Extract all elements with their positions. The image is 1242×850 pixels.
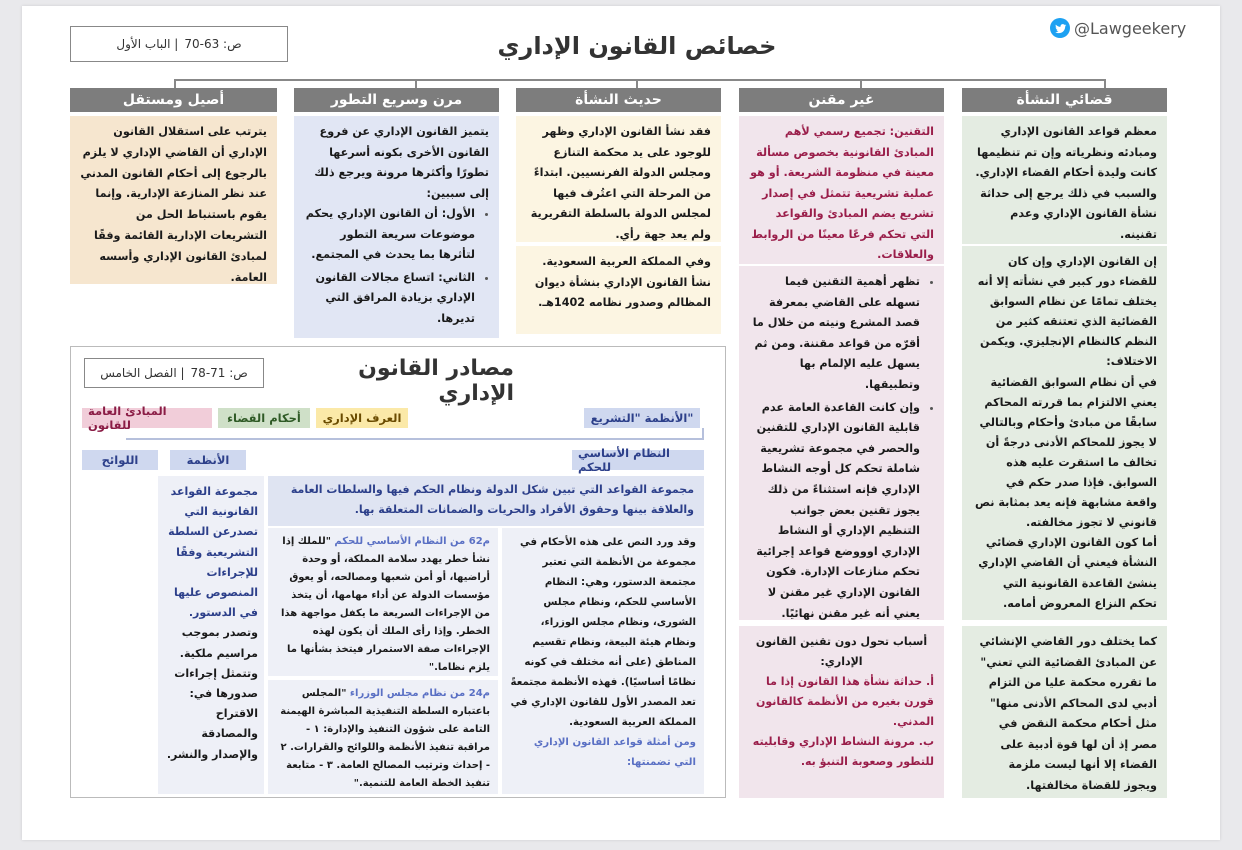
col-head-judicial-origin: قضائي النشأة	[962, 88, 1167, 112]
card-recent-origin-1: فقد نشأ القانون الإداري وظهر للوجود على يد محكمة التنازع ومجلس الدولة الفرنسيين. ابتداءً من المرحلة التي اعتُرف فيها لمجلس الدولة بالسلطة التقريرية ولم يعد جهة رأي.	[516, 116, 721, 242]
reason-a: أ. حداثة نشأة هذا القانون إذا ما قورن بغيره من الأنظمة كالقانون المدني.	[756, 675, 934, 728]
card-judicial-origin-1: معظم قواعد القانون الإداري ومبادئه ونظرياته وإن تم تنظيمها كانت وليدة أحكام القضاء الإداري. والسبب في ذلك يرجع إلى حداثة نشأة القانون الإداري وعدم تقنينه.	[962, 116, 1167, 244]
tag-judiciary: أحكام القضاء	[218, 408, 310, 428]
col-head-recent-origin: حديث النشأة	[516, 88, 721, 112]
flexible-bullet-2: • الثاني: اتساع مجالات القانون الإداري بزيادة المرافق التي تديرها.	[304, 268, 475, 330]
uncodified-bullet-1: • تظهر أهمية التقنين فيما تسهله على القاضي بمعرفة قصد المشرع ونيته من خلال ما أقرّه من قواعد مقننة. ومن ثم يسهل عليه الإلمام بها وتطبيقها.	[749, 272, 920, 396]
ref-pages: ص: 63-70	[184, 37, 242, 51]
sources-chapter-reference	[84, 358, 264, 388]
article-24-text: "المجلس باعتباره السلطة التنفيذية المباشرة الهيمنة التامة على شؤون التنفيذ والإدارة: ١ - مراقبة تنفيذ الأنظمة واللوائح والقرارات. ٢ - إحداث وترتيب المصالح العامة. ٣ - متابعة تنفيذ الخطة العامة للتنمية."	[280, 688, 490, 789]
page-title: خصائص القانون الإداري	[497, 32, 777, 60]
reason-b: ب. مرونة النشاط الإداري وقابليته للتطور وصعوبة التنبؤ به.	[752, 735, 934, 768]
card-judicial-origin-3: كما يختلف دور القاضي الإنشائي عن المبادئ القضائية التي تعني" ما تقرره محكمة عليا من التزام أدبي لدى المحاكم الأدنى منها" مثل أحكام محكمة النقض في مصر إذ أن لها قوة أدبية على القضاء إلا أنها ليست ملزمة ويجوز للقضاة مخالفتها.	[962, 626, 1167, 798]
regulations-def-text: مجموعة القواعد القانونية التي تصدرعن السلطة التشريعية وفقًا للإجراءات المنصوص عليها في الدستور.	[168, 485, 258, 620]
regulations-extra-text: وتصدر بموجب مراسيم ملكية. وتتمثل إجراءات صدورها في: الاقتراح والمصادقة والإصدار والنشر.	[166, 626, 258, 761]
flexible-intro: يتميز القانون الإداري عن فروع القانون الأخرى بكونه أسرعها تطورًا وأكثرها مرونة ويرجع ذلك إلى سببين:	[314, 125, 489, 200]
infographic-sheet	[22, 6, 1220, 840]
twitter-bird-icon	[1050, 18, 1070, 38]
article-24-head: م24 من نظام مجلس الوزراء	[349, 688, 490, 699]
article-62-box	[268, 528, 498, 676]
card-flexible	[294, 116, 499, 338]
flexible-bullet-1: • الأول: أن القانون الإداري يحكم موضوعات سريعة التطور لتأثرها بما يحدث في المجتمع.	[304, 204, 475, 266]
judicial-origin-p3: أما كون القانون الإداري قضائي النشأة فيعني أن القاضي الإداري ينشئ القاعدة القانونية التي تحكم النزاع المعروض أمامه.	[978, 536, 1157, 610]
card-judicial-origin-2	[962, 246, 1167, 620]
judicial-origin-p1: إن القانون الإداري وإن كان للقضاء دور كبير في نشأته إلا أنه يختلف تمامًا عن نظام السوابق القضائية الذي تعتنقه كثير من النظم كالنظام الإنجليزي. ويكمن الاختلاف:	[977, 255, 1157, 369]
chapter-reference	[70, 26, 288, 62]
subtag-regulations: الأنظمة	[170, 450, 246, 470]
card-uncodified-bullets	[739, 266, 944, 620]
sources-ref-chapter: | الفصل الخامس	[100, 366, 185, 380]
judicial-origin-p2: في أن نظام السوابق القضائية يعني الالتزام بما قررته المحاكم سابقًا من مبادئ وأحكام وبالتالي لا يجوز للمحاكم الأدنى درجةً أن تخالف ما استقرت عليه هذه السوابق. فإذا صدر حكم في واقعة مشابهة فإنه يعد بمثابة نص قانوني لا تجوز مخالفته.	[975, 375, 1157, 530]
article-62-text: "للملك إذا نشأ خطر يهدد سلامة المملكة، أو وحدة أراضيها، أو أمن شعبها ومصالحه، أو يعوق مؤسسات الدولة عن أداء مهامها، أن يتخذ من الإجراءات السريعة ما يكفل مواجهة هذا الخطر. وإذا رأى الملك أن يكون لهذه الإجراءات صفة الاستمرار فيتخذ بشأنها ما يلزم نظاما."	[281, 536, 490, 673]
tag-general-principles: المبادئ العامة للقانون	[82, 408, 212, 428]
handle-text: @Lawgeekery	[1074, 18, 1187, 38]
col-head-flexible: مرن وسريع التطور	[294, 88, 499, 112]
sources-ref-pages: ص: 71-78	[190, 366, 248, 380]
card-uncodified-definition: التقنين: تجميع رسمي لأهم المبادئ القانونية بخصوص مسألة معينة في منظومة الشريعة. أو هو عملية تشريعية تتمثل في إصدار تشريع يضم المبادئ والقواعد التي تحكم فرعًا معينًا من الروابط والعلاقات.	[739, 116, 944, 264]
card-independent: يترتب على استقلال القانون الإداري أن القاضي الإداري لا يلزم بالرجوع إلى أحكام القانون المدني عند نظر المنازعة الإدارية. وإنما يقوم باستنباط الحل من التشريعات الإدارية القائمة وفقًا لمبادئ القانون الإداري وأسسه العامة.	[70, 116, 277, 284]
tag-legislation: الأنظمة "التشريع"	[584, 408, 700, 428]
reasons-title: أسباب تحول دون تقنين القانون الإداري:	[755, 635, 928, 668]
basic-law-definition: مجموعة القواعد التي تبين شكل الدولة ونظام الحكم فيها والسلطات العامة والعلاقة بينها وحقوق الأفراد والحريات والضمانات المتعلقة بها.	[268, 476, 704, 526]
sources-title: مصادر القانون الإداري	[358, 356, 514, 406]
basic-law-constitution-note	[502, 528, 704, 794]
connector-horizontal	[174, 79, 1106, 81]
sub-connector-horizontal	[126, 438, 704, 440]
article-62-head: م62 من النظام الأساسي للحكم	[334, 536, 490, 547]
ref-chapter: | الباب الأول	[116, 37, 179, 51]
uncodified-bullet-2: • وإن كانت القاعدة العامة عدم قابلية القانون الإداري للتقنين والحصر في مجموعة تشريعية شاملة تحكم كل أوجه النشاط الإداري فإنه استثناءً من ذلك يجوز تقنين بعض جوانب التنظيم الإداري أو النشاط الإداري اوووضع قواعد إجرائية تحكم منازعات الإدارة. فكون القانون الإداري غير مقنن لا يعني أنه غير مقنن نهائيًا.	[749, 398, 920, 625]
col-head-independent: أصيل ومستقل	[70, 88, 277, 112]
article-24-box	[268, 680, 498, 794]
card-uncodified-reasons	[739, 626, 944, 798]
subtag-bylaws: اللوائح	[82, 450, 158, 470]
col-head-uncodified: غير مقنن	[739, 88, 944, 112]
twitter-handle[interactable]	[1050, 18, 1186, 38]
constitution-text: وقد ورد النص على هذه الأحكام في مجموعة من الأنظمة التي تعتبر مجتمعة الدستور، وهي: النظام الأساسي للحكم، ونظام مجلس الشورى، ونظام مجلس الوزراء، ونظام هيئة البيعة، ونظام تقسيم المناطق (على أنه مختلف في كونه نظامًا أساسيًا). فهذه الأنظمة مجتمعةً تعد المصدر الأول للقانون الإداري في المملكة العربية السعودية.	[510, 537, 696, 728]
regulations-definition	[158, 476, 264, 794]
card-recent-origin-2: وفي المملكة العربية السعودية. نشأ القانون الإداري بنشأة ديوان المظالم وصدور نظامه 1402هـ.	[516, 246, 721, 334]
constitution-examples-note: ومن أمثلة قواعد القانون الإداري التي تضمنتها:	[533, 737, 696, 768]
sub-connector-v1	[702, 428, 704, 440]
subtag-basic-law: النظام الأساسي للحكم	[572, 450, 704, 470]
tag-admin-custom: العرف الإداري	[316, 408, 408, 428]
